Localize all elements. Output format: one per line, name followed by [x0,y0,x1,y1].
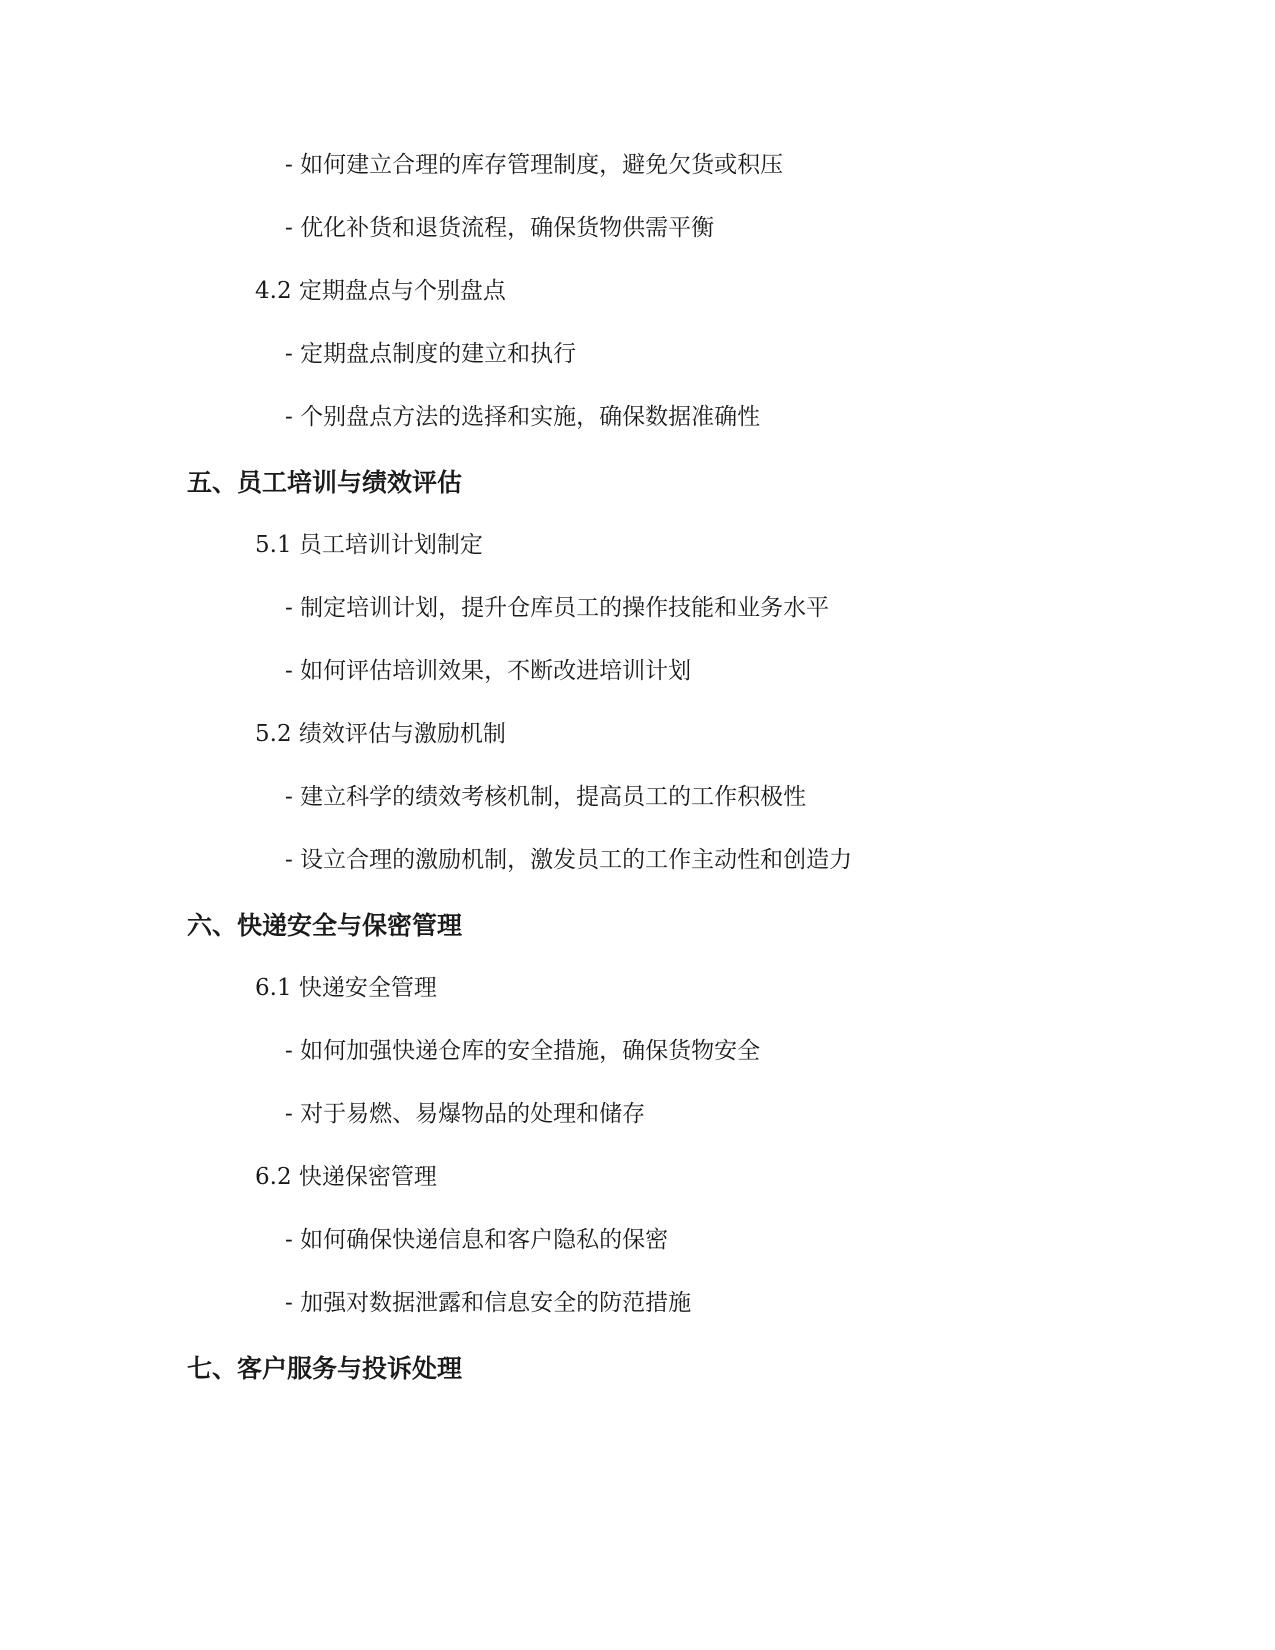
subsection-6-1-title: 6.1 快递安全管理 [255,975,437,1001]
bullet-data-leak-prevention: - 加强对数据泄露和信息安全的防范措施 [285,1290,692,1316]
section-5-heading: 五、员工培训与绩效评估 [187,468,463,497]
subsection-6-2-title: 6.2 快递保密管理 [255,1164,437,1190]
subsection-5-2-title: 5.2 绩效评估与激励机制 [255,721,506,747]
bullet-performance-review: - 建立科学的绩效考核机制，提高员工的工作积极性 [285,784,807,810]
section-7-heading: 七、客户服务与投诉处理 [187,1354,463,1383]
bullet-restock-return: - 优化补货和退货流程，确保货物供需平衡 [285,215,715,241]
bullet-individual-count: - 个别盘点方法的选择和实施，确保数据准确性 [285,404,761,430]
subsection-4-2-title: 4.2 定期盘点与个别盘点 [255,278,506,304]
bullet-hazardous-goods: - 对于易燃、易爆物品的处理和储存 [285,1101,646,1127]
bullet-customer-privacy: - 如何确保快递信息和客户隐私的保密 [285,1227,669,1253]
bullet-incentive-mechanism: - 设立合理的激励机制，激发员工的工作主动性和创造力 [285,847,853,873]
bullet-periodic-count: - 定期盘点制度的建立和执行 [285,341,577,367]
bullet-warehouse-safety: - 如何加强快递仓库的安全措施，确保货物安全 [285,1038,761,1064]
section-6-heading: 六、快递安全与保密管理 [187,911,463,940]
bullet-training-evaluation: - 如何评估培训效果，不断改进培训计划 [285,658,692,684]
bullet-inventory-system: - 如何建立合理的库存管理制度，避免欠货或积压 [285,152,784,178]
subsection-5-1-title: 5.1 员工培训计划制定 [255,532,483,558]
bullet-training-plan: - 制定培训计划，提升仓库员工的操作技能和业务水平 [285,595,830,621]
